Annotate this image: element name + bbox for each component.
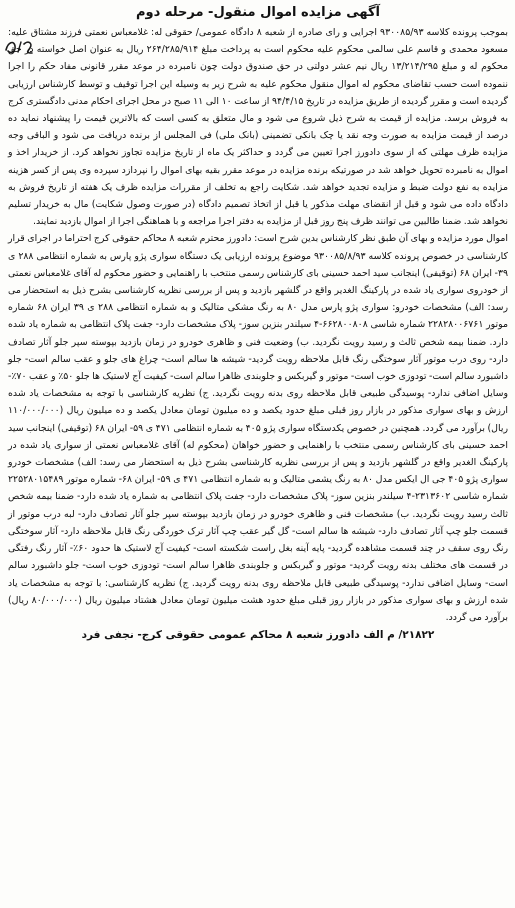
auction-notice (8, 4, 508, 900)
notice-signature: ۲۱۸۲۲/ م الف دادورز شعبه ۸ محاکم عمومی حقوقی کرج- نجفی فرد (81, 629, 435, 642)
notice-paragraph-1: بموجب پرونده کلاسه ۹۳۰۰۸۵/۹۳ اجرایی و رای صادره از شعبه ۸ دادگاه عمومی/ حقوقی له: غلامعباس نعمتی فرزند مشتاق علیه: مسعود محمدی و قاسم علی سالمی محکوم علیه محکوم است به پرداخت مبلغ ۲۶۴/۲۸۵/۹۱۴ ریال به عنوان اصل خواسته در حق محکوم له و مبلغ ۱۳/۲۱۴/۲۹۵ ریال نیم عشر دولتی در حق صندوق دولت چون نامبرده در موعد مقرر قانونی مفاد حکم را اجرا ننموده است حسب تقاضای محکوم له اموال منقول محکوم علیه به شرح زیر به وسیله این اجرا توقیف و توسط کارشناس ارزیابی گردیده است و مقرر گردیده از طریق مزایده در تاریخ ۹۴/۴/۱۵ از ساعت ۱۰ الی ۱۱ صبح در محل اجرای احکام مدنی دادگستری کرج به فروش برسد. مزایده از قیمت به شرح ذیل شروع می شود و مال متعلق به کسی است که بالاترین قیمت را پیشنهاد نماید ده درصد از قیمت مزایده به صورت وجه نقد یا چک بانکی تضمینی (بانک ملی) فی المجلس از برنده دریافت می شود و الباقی وجه مزایده ظرف مهلتی که از سوی دادورز اجرا تعیین می گردد و حداکثر یک ماه از تاریخ مزایده تجاوز نخواهد کرد. از خریدار اخذ و اموال به نامبرده تحویل خواهد شد در صورتیکه برنده مزایده در موعد مقرر بقیه بهای اموال را نپردازد سپرده وی پس از کسر هزینه مزایده به نفع دولت ضبط و مزایده تجدید خواهد شد. شکایت راجع به تخلف از مقررات مزایده ظرف یک هفته از تاریخ فروش به دادگاه داده می شود و قبل از انقضای مهلت مذکور یا قبل از اتخاذ تصمیم دادگاه (در صورت وصول شکایت) مال به خریدار تسلیم نخواهد شد. ضمنا طالبین می توانند ظرف پنج روز قبل از مزایده به دفتر اجرا مراجعه و با هماهنگی اجرا از اموال بازدید نمایند. (8, 27, 508, 228)
notice-title: آگهی مزایده اموال منقول- مرحله دوم (136, 5, 380, 20)
notice-paragraph-2: اموال مورد مزایده و بهای آن طبق نظر کارشناس بدین شرح است: دادورز محترم شعبه ۸ محاکم حقوقی کرج احتراما در اجرای قرار کارشناسی در خصوص پرونده کلاسه ۹۳۰۰۸۵/۸/۹۳ موضوع پرونده ارزیابی یک دستگاه سواری پژو پارس به شماره انتظامی ۲۸۸ ی ۳۹- ایران ۶۸ (توقیفی) اینجانب سید احمد حسینی بای کارشناس رسمی منتخب با راهنمایی و حضور محکوم له آقای غلامعباس نعمتی از خودروی سواری یاد شده در پارکینگ الغدیر واقع در گلشهر بازدید و پس از بررسی نظریه کارشناسی بشرح ذیل به استحضار می رسد: الف) مشخصات خودرو: سواری پژو پارس مدل ۸۰ به رنگ مشکی متالیک و به شماره انتظامی ۲۸۸ ی ۳۹ ایران ۶۸ شماره موتور ۲۲۸۲۸۰۰۶۷۶۱ شماره شاسی ۶۶۲۸۰۰۸۰۸-۴ سیلندر بنزین سوز- پلاک مشخصات دارد- جفت پلاک انتظامی به شماره یاد شده دارد. ضمنا بیمه شخص ثالث و رسید رویت نگردید. ب) وضعیت فنی و ظاهری خودرو در زمان بازدید بپوسته سپر جلو آثار تصادف دارد- روی درب موتور آثار سوختگی رنگ قابل ملاحظه رویت گردید- شیشه ها سالم است- چراغ های جلو و عقب سالم است- جلو داشبورد سالم است- تودوزی خوب است- موتور و گیربکس و جلوبندی ظاهرا سالم است- کیفیت آج لاستیک ها جلو ۵۰٪ و عقب ۷۰٪- وسایل اضافی ندارد- پوسیدگی طبیعی قابل ملاحظه روی بدنه رویت نگردید. ج) نظریه کارشناسی با توجه به مشخصات یاد شده ارزش و بهای سواری مذکور در بازار روز قبلی مبلغ حدود یکصد و ده میلیون تومان معادل یکصد و ده میلیون ریال (۱۱۰/۰۰۰/۰۰۰ ریال) برآورد می گردد. همچنین در خصوص یکدستگاه سواری پژو ۴۰۵ به شماره انتظامی ۴۷۱ ی ۵۹- ایران ۶۸ (توقیفی) اینجانب سید احمد حسینی بای کارشناس رسمی منتخب با راهنمایی و حضور خواهان (محکوم له) آقای غلامعباس نعمتی از سواری یاد شده در پارکینگ الغدیر واقع در گلشهر بازدید و پس از بررسی نظریه کارشناسی بشرح ذیل به استحضار می رسد: الف) مشخصات خودرو سواری پژو ۴۰۵ جی ال ایکس مدل ۸۰ به رنگ یشمی متالیک و به شماره انتظامی ۴۷۱ ی ۵۹- ایران ۶۸- شماره موتور ۲۲۵۲۸۰۱۵۴۸۹ شماره شاسی ۲۳۱۳۶۰۲-۴ سیلندر بنزین سوز- پلاک مشخصات دارد- جفت پلاک انتظامی به شماره یاد شده دارد- ضمنا بیمه شخص ثالث رسید رویت نگردید. ب) مشخصات فنی و ظاهری خودرو در زمان بازدید بپوسته سپر جلو آثار تصادف دارد- لبه درب موتور از قسمت جلو چپ آثار تصادف دارد- شیشه ها سالم است- گل گیر عقب چپ آثار ترک خوردگی رنگ قابل ملاحظه دارد- آثار سوختگی رنگ روی سقف در چند قسمت مشاهده گردید- پایه آینه بغل راست شکسته است- کیفیت آج لاستیک ها حدود ۶۰٪- آثار رنگ رفتگی در قسمت های مختلف بدنه رویت گردید- موتور و گیربکس و جلوبندی ظاهرا سالم است- تودوزی خوب است- جلو داشبورد سالم است- وسایل اضافی ندارد- پوسیدگی طبیعی قابل ملاحظه روی بدنه رویت گردید. ج) نظریه کارشناسی: با توجه به مشخصات یاد شده ارزش و بهای سواری مذکور در بازار روز قبلی مبلغ حدود هشت میلیون تومان معادل هشتاد میلیون ریال (۸۰/۰۰۰/۰۰۰ ریال) برآورد می گردد. (8, 233, 509, 623)
